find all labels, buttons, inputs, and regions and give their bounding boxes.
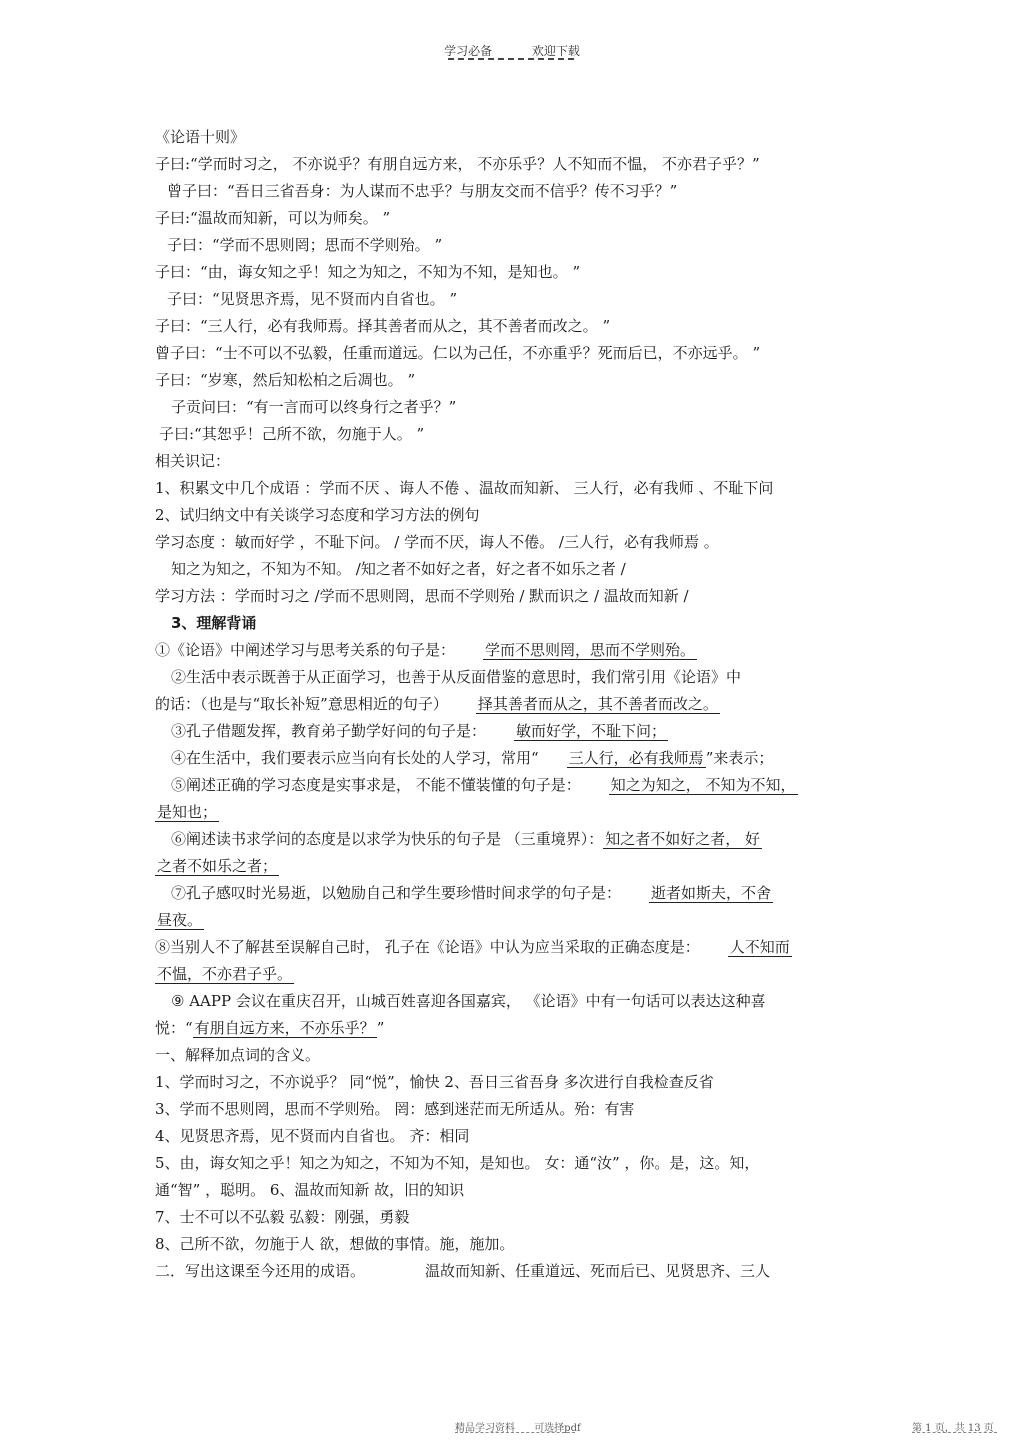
part1-line-6: 7、士不可以不弘毅 弘毅：刚强，勇毅: [155, 1208, 410, 1226]
notes-item-1: 1、积累文中几个成语 ：学而不厌 、诲人不倦 、温故而知新、 三人行，必有我师 、不耻下问: [155, 479, 774, 497]
notes-item-2: 2、试归纳文中有关谈学习态度和学习方法的例句: [155, 506, 480, 524]
header-right: 欢迎下载: [531, 44, 580, 58]
part1-line-2: 3、学而不思则罔，思而不学则殆。 罔：感到迷茫而无所适从。殆：有害: [155, 1100, 635, 1118]
verse-6: 子曰：“见贤思齐焉，见不贤而内自省也。 ”: [167, 290, 458, 308]
recite-q4-text: ④在生活中，我们要表示应当向有长处的人学习，常用“: [171, 749, 539, 767]
document-body: [155, 124, 870, 1285]
recite-q2-text: 的话：（也是与“取长补短”意思相近的句子）: [155, 695, 448, 713]
recite-q9-line1: ⑨ AAPP 会议在重庆召开，山城百姓喜迎各国嘉宾， 《论语》中有一句话可以表达这种喜: [171, 992, 766, 1010]
recite-q1-answer: 学而不思则罔，思而不学则殆。: [485, 641, 696, 659]
verse-8: 曾子曰：“士不可以不弘毅，任重而道远。仁以为己任，不亦重乎？死而后已，不亦远乎。 ”: [155, 344, 761, 362]
recite-q7: [155, 880, 870, 907]
notes-method: 学习方法 ：学而时习之 /学而不思则罔，思而不学则殆 / 默而识之 / 温故而知新 /: [155, 587, 689, 605]
verse-11: 子曰:“其恕乎！己所不欲，勿施于人。 ”: [159, 425, 425, 443]
part1-line-1: 1、学而时习之，不亦说乎？ 同“悦”，愉快 2、吾日三省吾身 多次进行自我检查反省: [155, 1073, 714, 1091]
doc-title: 《论语十则》: [155, 128, 246, 146]
recite-q7-answer-2: 昼夜。: [157, 911, 203, 929]
part2: [155, 1258, 870, 1285]
recite-q9-text: 悦：“: [155, 1019, 193, 1037]
recite-q5-text: ⑤阐述正确的学习态度是实事求是， 不能不懂装懂的句子是：: [171, 776, 581, 794]
recite-q1: [155, 637, 870, 664]
recite-q7-answer: 逝者如斯夫，不舍: [651, 884, 772, 902]
recite-q5: [155, 772, 870, 799]
recite-q5-answer-2: 是知也；: [157, 803, 218, 821]
part1-line-7: 8、己所不欲，勿施于人 欲，想做的事情。施，施加。: [155, 1235, 515, 1253]
page-number: 第 1 页，共 13 页: [912, 1423, 994, 1434]
recite-q9-answer: 有朋自远方来，不亦乐乎？: [194, 1019, 375, 1037]
verse-5: 子曰：“由，诲女知之乎！知之为知之，不知为不知，是知也。 ”: [155, 263, 581, 281]
verse-4: 子曰：“学而不思则罔；思而不学则殆。 ”: [167, 236, 443, 254]
part1-line-5: 通“智” ，聪明。 6、温故而知新 故，旧的知识: [155, 1181, 465, 1199]
recite-q8-text: ⑧当别人不了解甚至误解自己时， 孔子在《论语》中认为应当采取的正确态度是：: [155, 938, 700, 956]
recite-q3: [155, 718, 870, 745]
recite-q6-answer-2: 之者不如乐之者；: [157, 857, 278, 875]
footer-right: 可选择pdf: [534, 1423, 581, 1434]
header-rule: [448, 58, 574, 60]
recite-q4-answer: 三人行，必有我师焉: [568, 749, 704, 767]
verse-2: 曾子曰：“吾日三省吾身：为人谋而不忠乎？与朋友交而不信乎？传不习乎？”: [167, 182, 678, 200]
recite-q9-tail: ”: [376, 1019, 385, 1037]
recite-q4: [155, 745, 870, 772]
recite-q9-line2: [155, 1015, 870, 1042]
recite-q7-cont: [155, 907, 870, 934]
recite-q2-line2: [155, 691, 870, 718]
footer-rule: [455, 1432, 575, 1433]
verse-3: 子曰:“温故而知新，可以为师矣。 ”: [155, 209, 391, 227]
recite-q6-answer: 知之者不如好之者， 好: [605, 830, 761, 848]
part1-heading: 一、解释加点词的含义。: [155, 1046, 321, 1064]
notes-attitude-2: 知之为知之，不知为不知。 /知之者不如好之者，好之者不如乐之者 /: [171, 560, 626, 578]
notes-item-3: 3、理解背诵: [171, 614, 257, 632]
page-header: [0, 42, 1024, 59]
footer-left: 精品学习资料: [455, 1423, 515, 1434]
part1-line-3: 4、见贤思齐焉，见不贤而内自省也。 齐：相同: [155, 1127, 470, 1145]
page-number-rule: [912, 1432, 997, 1433]
recite-q3-answer: 敏而好学，不耻下问；: [516, 722, 667, 740]
recite-q5-cont: [155, 799, 870, 826]
recite-q6-text: ⑥阐述读书求学问的态度是以求学为快乐的句子是 （三重境界）：: [171, 830, 604, 848]
header-left: 学习必备: [444, 44, 493, 58]
recite-q1-text: ①《论语》中阐述学习与思考关系的句子是：: [155, 641, 456, 659]
recite-q6: [155, 826, 870, 853]
part2-heading: 二．写出这课至今还用的成语。: [155, 1262, 366, 1280]
part1-line-4: 5、由，诲女知之乎！知之为知之，不知为不知，是知也。 女：通“汝” ，你。是，这。知，: [155, 1154, 760, 1172]
recite-q8-answer: 人不知而: [729, 938, 790, 956]
verse-7: 子曰：“三人行，必有我师焉。择其善者而从之，其不善者而改之。 ”: [155, 317, 611, 335]
recite-q2-answer: 择其善者而从之，其不善者而改之。: [477, 695, 718, 713]
recite-q2-line1: ②生活中表示既善于从正面学习，也善于从反面借鉴的意思时，我们常引用《论语》中: [171, 668, 742, 686]
verse-1: 子曰:“学而时习之， 不亦说乎？有朋自远方来， 不亦乐乎？人不知而不愠， 不亦君子乎？”: [155, 155, 760, 173]
recite-q8-cont: [155, 961, 870, 988]
recite-q7-text: ⑦孔子感叹时光易逝，以勉励自己和学生要珍惜时间求学的句子是：: [171, 884, 622, 902]
recite-q3-text: ③孔子借题发挥，教育弟子勤学好问的句子是：: [171, 722, 487, 740]
recite-q8-answer-2: 不愠，不亦君子乎。: [157, 965, 293, 983]
part2-answer: 温故而知新、任重道远、死而后已、见贤思齐、三人: [425, 1262, 771, 1280]
recite-q4-tail: ”来表示；: [705, 749, 774, 767]
notes-heading: 相关识记：: [155, 452, 231, 470]
verse-9: 子曰：“岁寒，然后知松柏之后凋也。 ”: [155, 371, 416, 389]
recite-q6-cont: [155, 853, 870, 880]
verse-10: 子贡问曰：“有一言而可以终身行之者乎？”: [171, 398, 457, 416]
recite-q5-answer: 知之为知之， 不知为不知，: [610, 776, 796, 794]
recite-q8: [155, 934, 870, 961]
notes-attitude-1: 学习态度 ：敏而好学 ，不耻下问。 / 学而不厌，诲人不倦。 /三人行，必有我师焉 。: [155, 533, 719, 551]
